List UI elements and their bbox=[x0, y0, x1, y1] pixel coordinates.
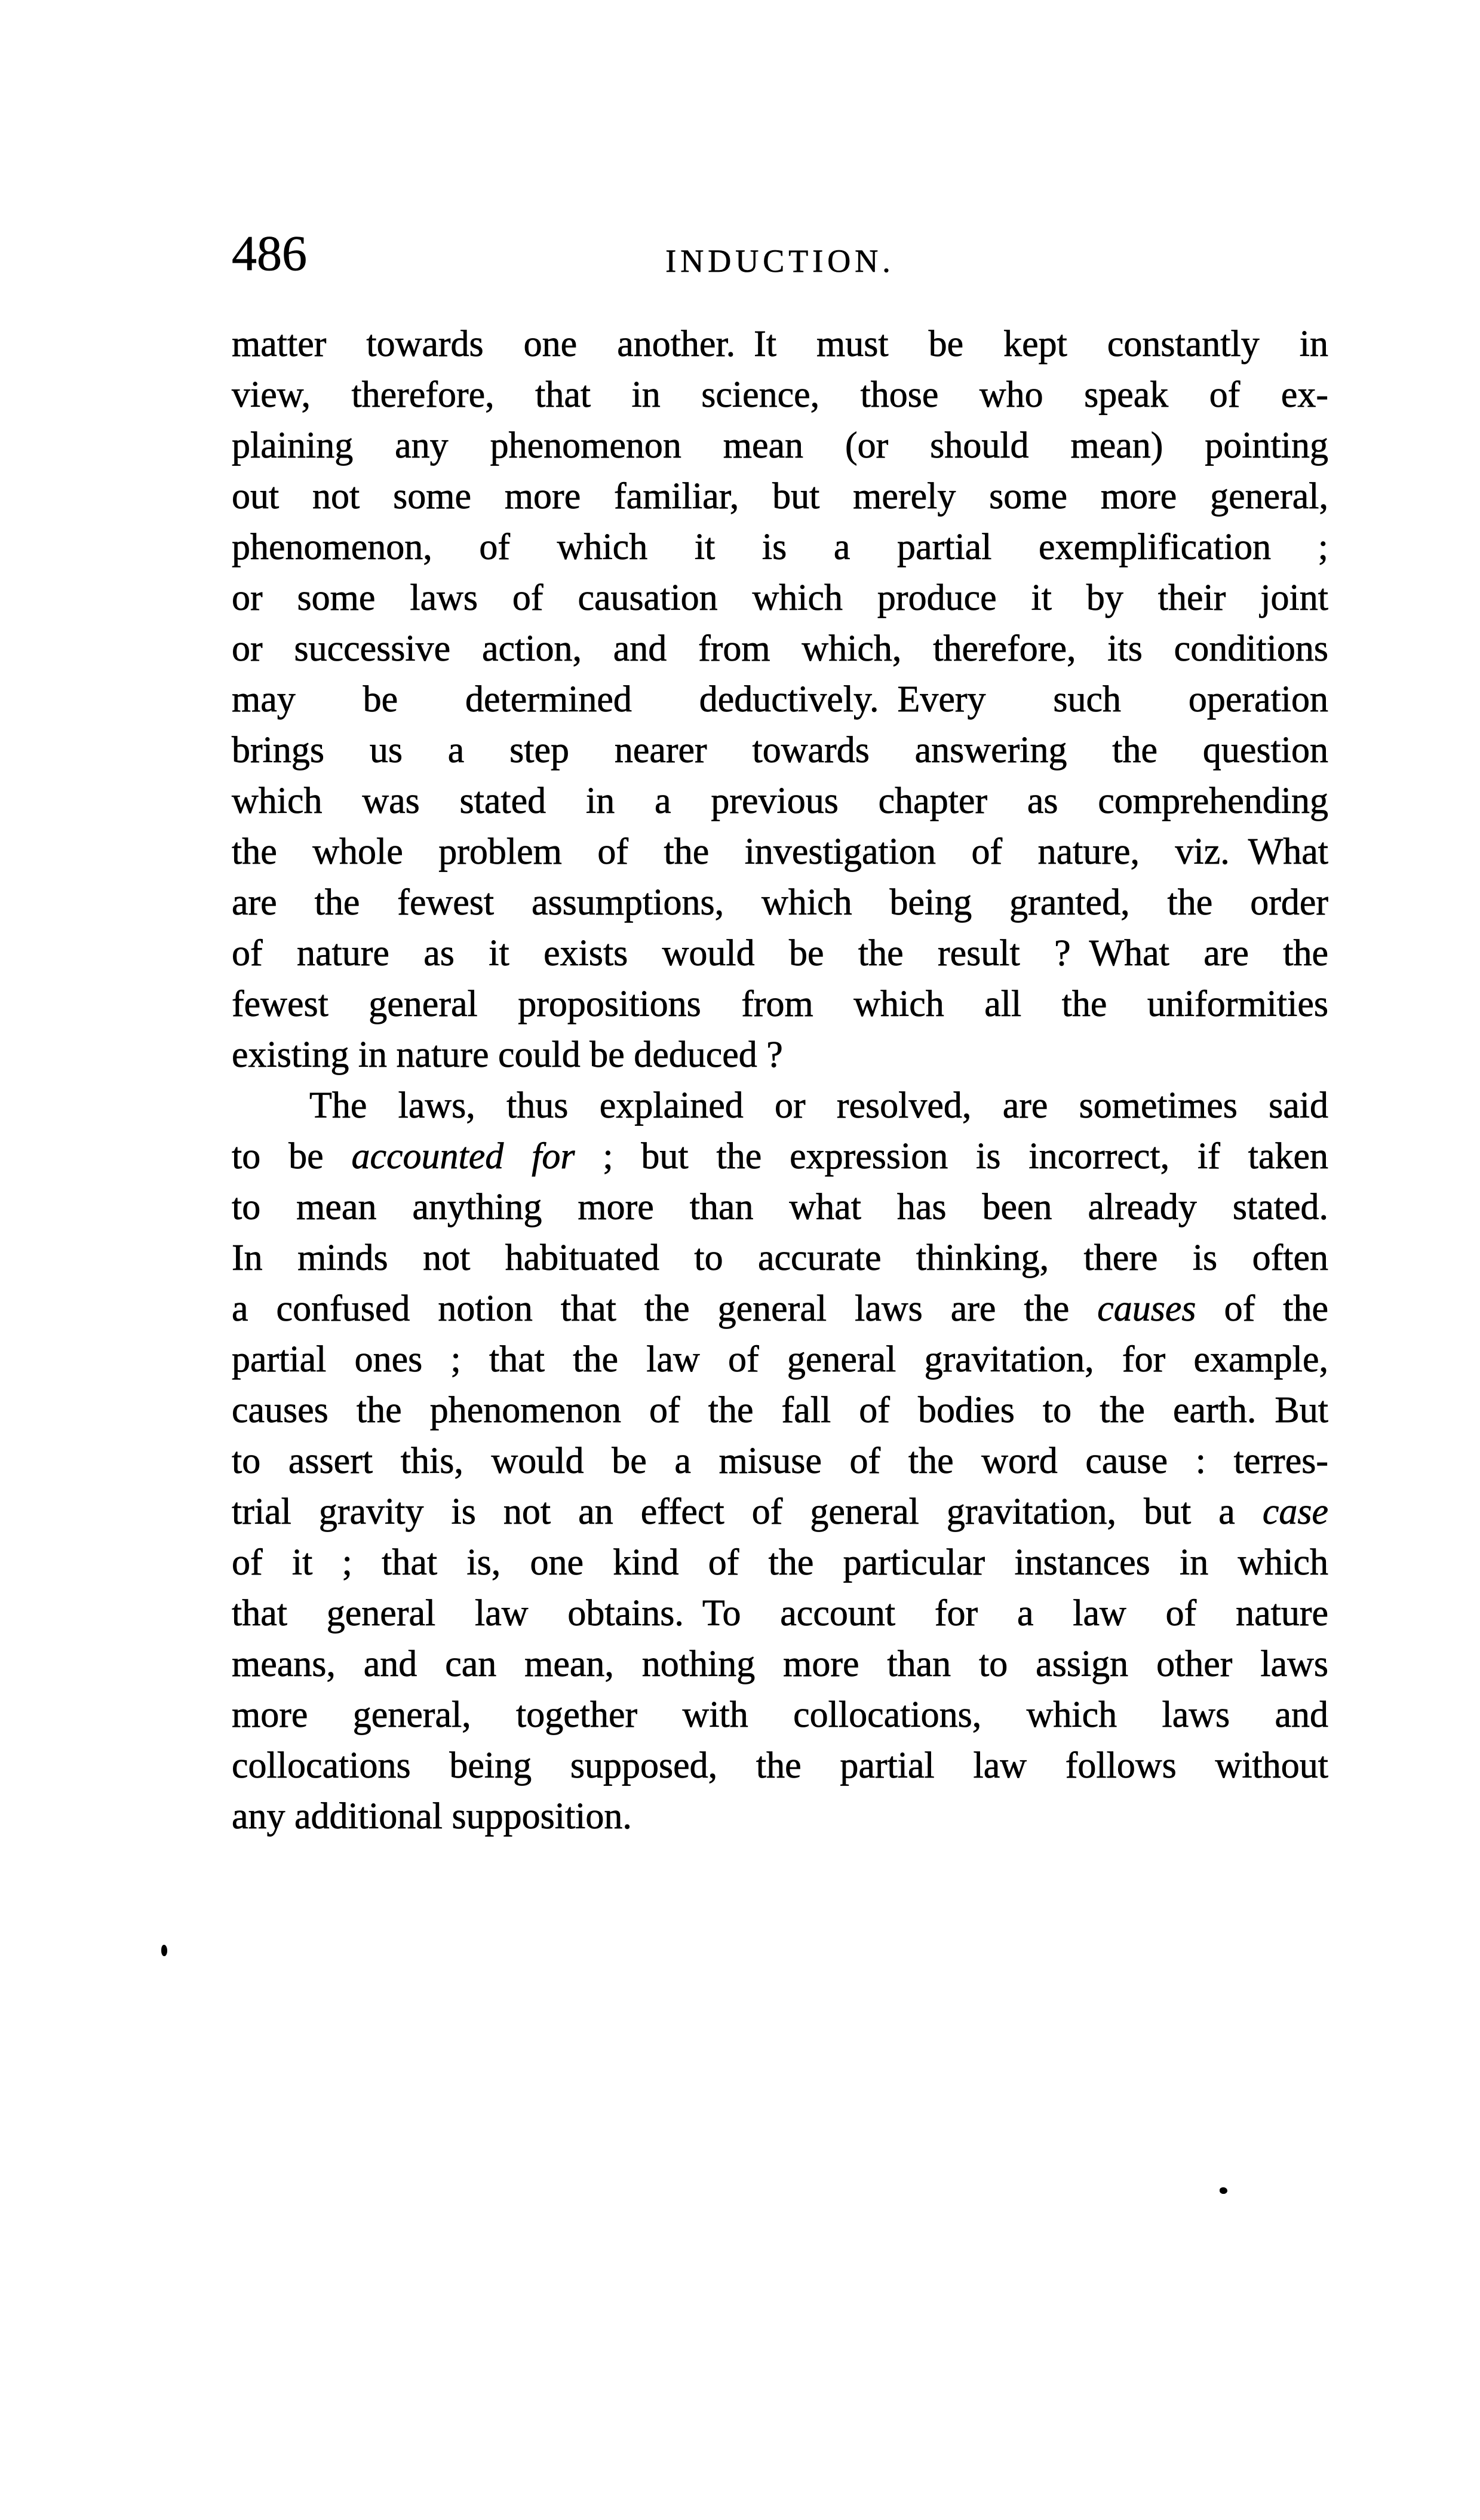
text-line: to be accounted for ; but the expression is incorrect, if taken bbox=[232, 1136, 1328, 1177]
text-line: of it ; that is, one kind of the particular instances in which bbox=[232, 1542, 1328, 1583]
text-line: collocations being supposed, the partial law follows without bbox=[232, 1745, 1328, 1786]
text-line: or some laws of causation which produce it by their joint bbox=[232, 578, 1328, 618]
text-line: In minds not habituated to accurate thinking, there is often bbox=[232, 1238, 1328, 1278]
ink-speck-mark bbox=[161, 1945, 167, 1956]
text-line: brings us a step nearer towards answering the question bbox=[232, 730, 1328, 771]
text-line: causes the phenomenon of the fall of bodies to the earth. But bbox=[232, 1390, 1328, 1431]
text-line: matter towards one another. It must be kept constantly in bbox=[232, 324, 1328, 364]
text-line: or successive action, and from which, therefore, its conditions bbox=[232, 628, 1328, 669]
text-line: are the fewest assumptions, which being granted, the order bbox=[232, 882, 1328, 923]
text-line: of nature as it exists would be the result ? What are the bbox=[232, 933, 1328, 974]
text-line: fewest general propositions from which all the uniformities bbox=[232, 984, 1328, 1024]
text-line: to assert this, would be a misuse of the word cause : terres- bbox=[232, 1441, 1328, 1481]
text-line: partial ones ; that the law of general gravitation, for example, bbox=[232, 1339, 1328, 1380]
text-line: to mean anything more than what has been already stated. bbox=[232, 1187, 1328, 1227]
text-line: the whole problem of the investigation of nature, viz. What bbox=[232, 831, 1328, 872]
running-head-title: INDUCTION. bbox=[665, 243, 895, 279]
text-line: any additional supposition. bbox=[232, 1796, 632, 1837]
text-line: means, and can mean, nothing more than to assign other laws bbox=[232, 1644, 1328, 1684]
text-line: phenomenon, of which it is a partial exemplification ; bbox=[232, 527, 1328, 567]
page-number: 486 bbox=[232, 226, 307, 281]
body-text bbox=[232, 319, 1328, 1842]
text-line: trial gravity is not an effect of general gravitation, but a case bbox=[232, 1491, 1328, 1532]
text-line: existing in nature could be deduced ? bbox=[232, 1035, 783, 1075]
text-line: The laws, thus explained or resolved, are sometimes said bbox=[309, 1085, 1328, 1126]
text-line: a confused notion that the general laws are the causes of the bbox=[232, 1288, 1329, 1329]
text-line: view, therefore, that in science, those who speak of ex- bbox=[232, 375, 1328, 415]
text-line: which was stated in a previous chapter as comprehending bbox=[232, 781, 1328, 821]
text-line: more general, together with collocations, which laws and bbox=[232, 1695, 1328, 1735]
text-line: out not some more familiar, but merely some more general, bbox=[232, 476, 1328, 517]
text-line: plaining any phenomenon mean (or should mean) pointing bbox=[232, 425, 1328, 466]
ink-dot-mark bbox=[1220, 2187, 1227, 2194]
text-line: that general law obtains. To account for a law of nature bbox=[232, 1593, 1328, 1634]
text-line: may be determined deductively. Every such operation bbox=[232, 679, 1328, 720]
